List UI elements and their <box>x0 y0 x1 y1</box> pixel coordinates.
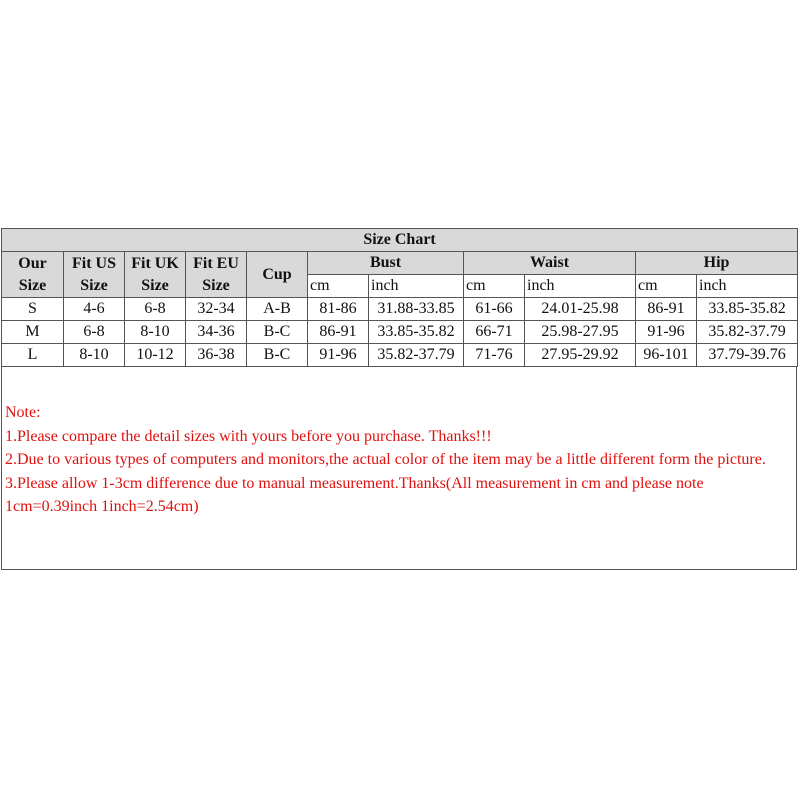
cell-cup: A-B <box>247 298 308 321</box>
header-waist: Waist <box>464 252 636 275</box>
cell-waist-cm: 66-71 <box>464 321 525 344</box>
header-fit-uk <box>125 252 186 298</box>
header-our-size-line1: Our <box>18 254 47 272</box>
cell-waist-inch: 24.01-25.98 <box>525 298 636 321</box>
header-fit-eu-line2: Size <box>202 276 230 294</box>
table-row <box>2 321 798 344</box>
header-fit-eu-line1: Fit EU <box>193 254 239 272</box>
table-row <box>2 298 798 321</box>
notes-box <box>1 367 797 570</box>
cell-hip-inch: 35.82-37.79 <box>697 321 798 344</box>
cell-bust-cm: 86-91 <box>308 321 369 344</box>
unit-hip-inch: inch <box>697 275 798 298</box>
header-bust: Bust <box>308 252 464 275</box>
cell-waist-cm: 71-76 <box>464 344 525 367</box>
cell-size: L <box>2 344 64 367</box>
cell-bust-cm: 81-86 <box>308 298 369 321</box>
cell-cup: B-C <box>247 321 308 344</box>
cell-size: S <box>2 298 64 321</box>
cell-eu: 36-38 <box>186 344 247 367</box>
header-our-size-line2: Size <box>18 276 47 294</box>
unit-bust-cm: cm <box>308 275 369 298</box>
cell-hip-inch: 37.79-39.76 <box>697 344 798 367</box>
size-chart <box>1 228 797 570</box>
cell-uk: 8-10 <box>125 321 186 344</box>
cell-size: M <box>2 321 64 344</box>
cell-bust-inch: 31.88-33.85 <box>369 298 464 321</box>
header-hip: Hip <box>636 252 798 275</box>
cell-us: 8-10 <box>64 344 125 367</box>
cell-cup: B-C <box>247 344 308 367</box>
cell-bust-inch: 35.82-37.79 <box>369 344 464 367</box>
table-title: Size Chart <box>2 229 798 252</box>
size-chart-table <box>1 228 798 367</box>
cell-eu: 32-34 <box>186 298 247 321</box>
cell-bust-cm: 91-96 <box>308 344 369 367</box>
cell-uk: 10-12 <box>125 344 186 367</box>
unit-hip-cm: cm <box>636 275 697 298</box>
cell-waist-inch: 25.98-27.95 <box>525 321 636 344</box>
notes-heading: Note: <box>5 404 41 421</box>
cell-hip-cm: 91-96 <box>636 321 697 344</box>
unit-bust-inch: inch <box>369 275 464 298</box>
cell-waist-inch: 27.95-29.92 <box>525 344 636 367</box>
header-fit-us-line2: Size <box>80 276 108 294</box>
cell-us: 6-8 <box>64 321 125 344</box>
unit-waist-cm: cm <box>464 275 525 298</box>
header-fit-eu <box>186 252 247 298</box>
header-cup: Cup <box>247 252 308 298</box>
header-fit-uk-line1: Fit UK <box>131 254 179 272</box>
cell-us: 4-6 <box>64 298 125 321</box>
header-fit-uk-line2: Size <box>141 276 169 294</box>
header-our-size <box>2 252 64 298</box>
cell-waist-cm: 61-66 <box>464 298 525 321</box>
cell-hip-inch: 33.85-35.82 <box>697 298 798 321</box>
note-item: 2.Due to various types of computers and monitors,the actual color of the item may be a little different form the picture. <box>5 451 766 468</box>
unit-waist-inch: inch <box>525 275 636 298</box>
cell-hip-cm: 86-91 <box>636 298 697 321</box>
note-item: 3.Please allow 1-3cm difference due to manual measurement.Thanks(All measurement in cm and please note 1cm=0.39inch 1inch=2.54cm) <box>5 474 704 515</box>
header-fit-us <box>64 252 125 298</box>
cell-bust-inch: 33.85-35.82 <box>369 321 464 344</box>
header-row <box>2 252 798 275</box>
cell-eu: 34-36 <box>186 321 247 344</box>
cell-uk: 6-8 <box>125 298 186 321</box>
note-item: 1.Please compare the detail sizes with yours before you purchase. Thanks!!! <box>5 427 492 445</box>
cell-hip-cm: 96-101 <box>636 344 697 367</box>
table-row <box>2 344 798 367</box>
header-fit-us-line1: Fit US <box>72 254 116 272</box>
